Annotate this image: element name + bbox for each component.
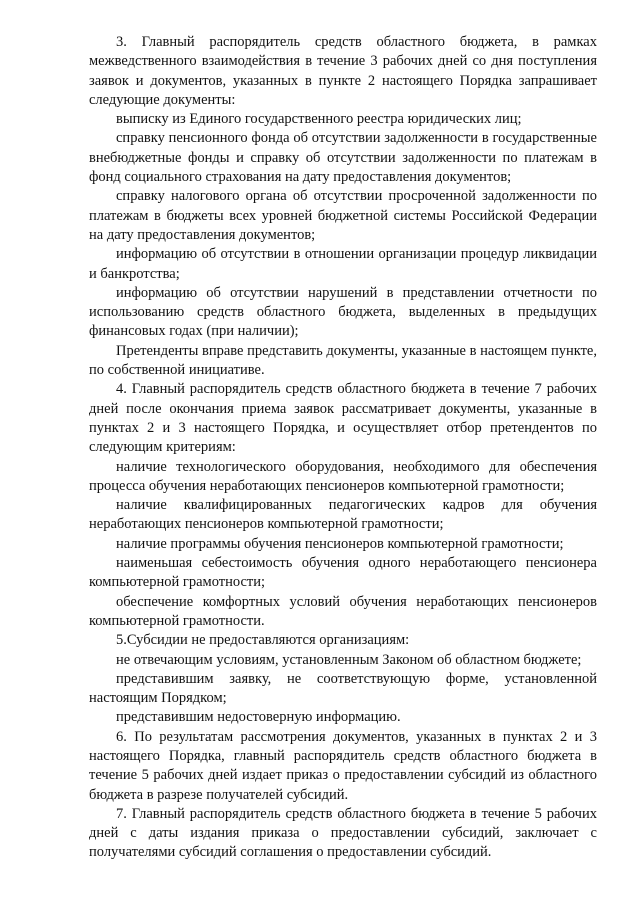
list-item: представившим заявку, не соответствующую форме, установленной настоящим Порядком; [89,670,597,707]
paragraph-item-6: 6. По результатам рассмотрения документов, указанных в пунктах 2 и 3 настоящего Порядка, главный распорядитель средств областного бюджета в течение 5 рабочих дней издает приказ о предоставлении субсидий из областного бюджета в разрезе получателей субсидий. [89,728,597,803]
paragraph-item-5: 5.Субсидии не предоставляются организациям: [116,632,410,649]
list-item: информацию об отсутствии в отношении организации процедур ликвидации и банкротства; [89,246,597,282]
list-item: наличие технологического оборудования, необходимого для обеспечения процесса обучения неработающих пенсионеров компьютерной грамотности; [89,458,597,494]
paragraph-item-3: 3. Главный распорядитель средств областного бюджета, в рамках межведственного взаимодействия в течение 3 рабочих дней со дня поступления заявок и документов, указанных в пункте 2 настоящего Порядка запрашивает следующие документы: [89,34,597,108]
document-body [89,33,597,863]
list-item: справку налогового органа об отсутствии просроченной задолженности по платежам в бюджеты всех уровней бюджетной системы Российской Федерации на дату предоставления документов; [89,188,597,243]
paragraph-item-4: 4. Главный распорядитель средств областного бюджета в течение 7 рабочих дней после окончания приема заявок рассматривает документы, указанные в пунктах 2 и 3 настоящего Порядка, и осуществляет отбор претендентов по следующим критериям: [89,381,597,456]
list-item: обеспечение комфортных условий обучения неработающих пенсионеров компьютерной грамотности. [89,593,597,629]
list-item: информацию об отсутствии нарушений в представлении отчетности по использованию средств областного бюджета, выделенных в предыдущих финансовых годах (при наличии); [89,284,597,340]
list-item: справку пенсионного фонда об отсутствии задолженности в государственные внебюджетные фонды и справку об отсутствии задолженности по платежам в фонд социального страхования на дату предоставления документов; [89,130,597,186]
paragraph-note: Претенденты вправе представить документы, указанные в настоящем пункте, по собственной инициативе. [89,342,597,379]
list-item: представившим недостоверную информацию. [116,709,401,726]
paragraph-item-7: 7. Главный распорядитель средств областного бюджета в течение 5 рабочих дней с даты издания приказа о предоставлении субсидий, заключает с получателями субсидий соглашения о предоставлении субсидий. [89,805,597,861]
list-item: наличие квалифицированных педагогических кадров для обучения неработающих пенсионеров компьютерной грамотности; [89,497,597,533]
list-item: наименьшая себестоимость обучения одного неработающего пенсионера компьютерной грамотности; [89,555,597,591]
list-item: не отвечающим условиям, установленным Законом об областном бюджете; [116,651,582,668]
list-item: наличие программы обучения пенсионеров компьютерной грамотности; [116,535,564,552]
list-item: выписку из Единого государственного реестра юридических лиц; [116,111,522,128]
